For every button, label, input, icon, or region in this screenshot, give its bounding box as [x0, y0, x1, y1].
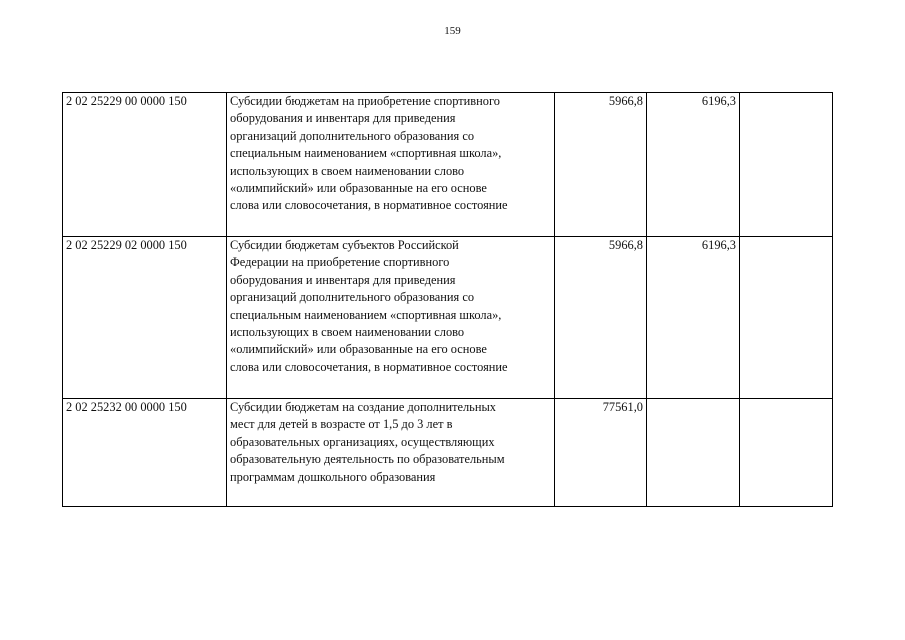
item-name-line: образовательную деятельность по образовательным [230, 452, 505, 467]
item-name-line: оборудования и инвентаря для приведения [230, 272, 456, 287]
item-name-line: оборудования и инвентаря для приведения [230, 111, 456, 126]
amount-cell-2: 6196,3 [647, 237, 740, 399]
item-name-line: образовательных организациях, осуществляющих [230, 434, 495, 449]
amount-cell-1: 5966,8 [555, 237, 647, 399]
item-name-line: «олимпийский» или образованные на его основе [230, 181, 487, 196]
table-row [63, 399, 833, 507]
amount-cell-2 [647, 399, 740, 507]
amount-cell-3 [740, 237, 833, 399]
budget-code-cell: 2 02 25232 00 0000 150 [63, 399, 227, 507]
amount-cell-3 [740, 93, 833, 237]
page-number: 159 [444, 25, 461, 37]
item-name-line: Субсидии бюджетам на приобретение спортивного [230, 94, 500, 108]
item-name-cell [227, 399, 555, 507]
amount-cell-1: 5966,8 [555, 93, 647, 237]
item-name-line: организаций дополнительного образования со [230, 128, 475, 143]
item-name-line: программам дошкольного образования [230, 469, 436, 484]
item-name-line: слова или словосочетания, в нормативное состояние [230, 198, 508, 213]
item-name-line: Субсидии бюджетам субъектов Российской [230, 238, 459, 252]
item-name-line: слова или словосочетания, в нормативное состояние [230, 359, 508, 374]
amount-cell-2: 6196,3 [647, 93, 740, 237]
item-name-cell [227, 93, 555, 237]
budget-code-cell: 2 02 25229 02 0000 150 [63, 237, 227, 399]
budget-code-cell: 2 02 25229 00 0000 150 [63, 93, 227, 237]
item-name-line: Федерации на приобретение спортивного [230, 255, 450, 270]
item-name-line: организаций дополнительного образования со [230, 290, 475, 305]
budget-revenue-table [62, 92, 833, 507]
item-name-line: мест для детей в возрасте от 1,5 до 3 лет в [230, 417, 453, 432]
item-name-line: специальным наименованием «спортивная школа», [230, 146, 502, 161]
item-name-cell [227, 237, 555, 399]
item-name-line: «олимпийский» или образованные на его основе [230, 342, 487, 357]
amount-cell-1: 77561,0 [555, 399, 647, 507]
item-name-line: использующих в своем наименовании слово [230, 163, 465, 178]
table-row [63, 237, 833, 399]
item-name-line: использующих в своем наименовании слово [230, 325, 465, 340]
item-name-line: Субсидии бюджетам на создание дополнительных [230, 400, 496, 414]
table-row [63, 93, 833, 237]
amount-cell-3 [740, 399, 833, 507]
item-name-line: специальным наименованием «спортивная школа», [230, 307, 502, 322]
